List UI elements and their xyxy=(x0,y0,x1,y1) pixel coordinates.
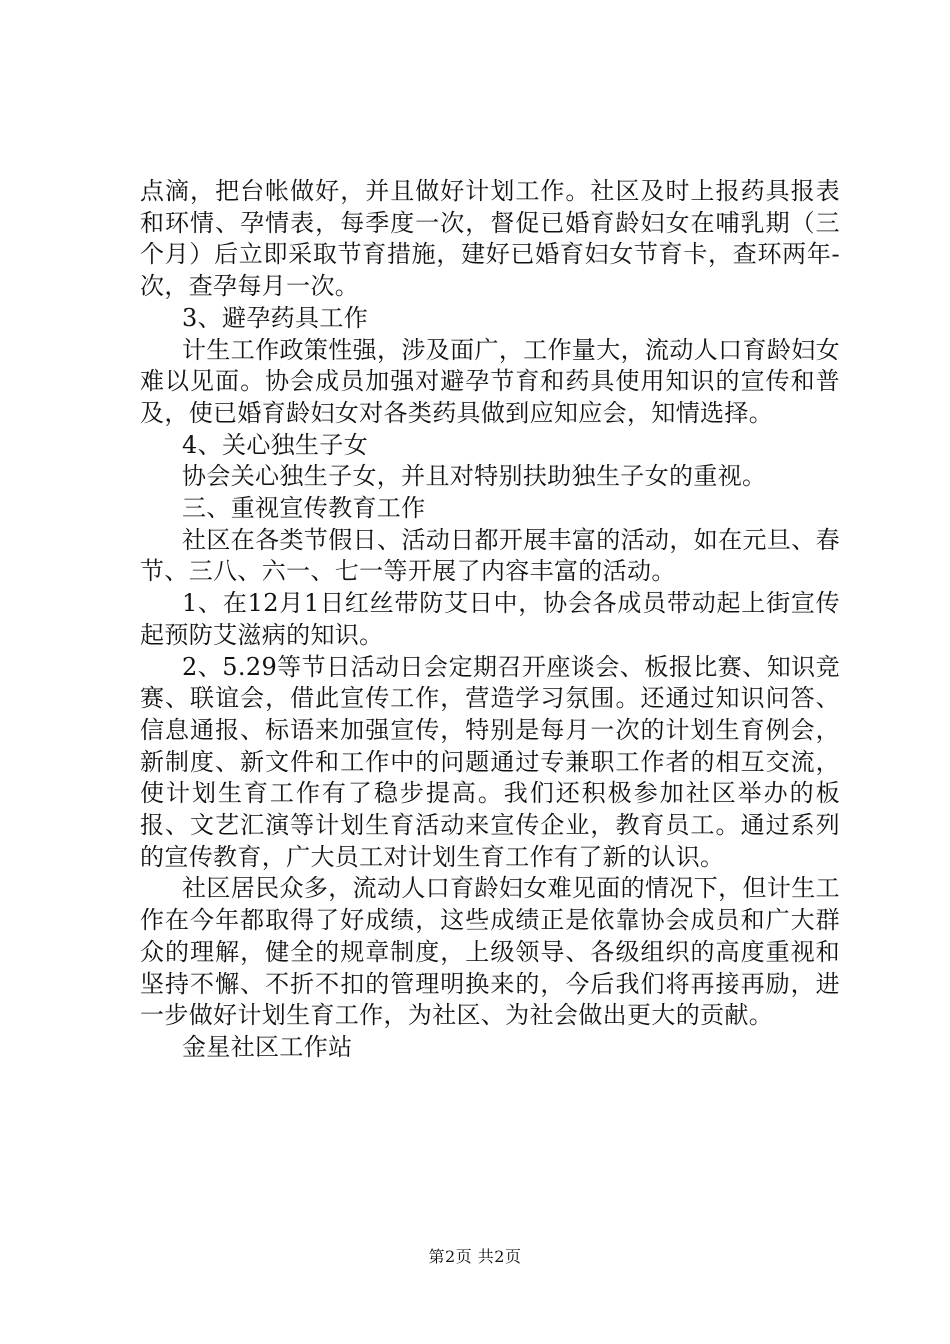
paragraph: 2、5.29等节日活动日会定期召开座谈会、板报比赛、知识竞赛、联谊会，借此宣传工作，营造学习氛围。还通过知识问答、信息通报、标语来加强宣传，特别是每月一次的计划生育例会，新制度、新文件和工作中的问题通过专兼职工作者的相互交流，使计划生育工作有了稳步提高。我们还积极参加社区举办的板报、文艺汇演等计划生育活动来宣传企业，教育员工。通过系列的宣传教育，广大员工对计划生育工作有了新的认识。 xyxy=(140,652,840,871)
section-heading: 4、关心独生子女 xyxy=(182,430,369,459)
paragraph: 1、在12月1日红丝带防艾日中，协会各成员带动起上街宣传起预防艾滋病的知识。 xyxy=(140,589,840,649)
document-body xyxy=(140,176,840,1064)
page-number-footer: 第2页 共2页 xyxy=(428,1247,522,1266)
paragraph: 社区居民众多，流动人口育龄妇女难见面的情况下，但计生工作在今年都取得了好成绩，这些成绩正是依靠协会成员和广大群众的理解，健全的规章制度，上级领导、各级组织的高度重视和坚持不懈、不折不扣的管理明换来的，今后我们将再接再励，进一步做好计划生育工作，为社区、为社会做出更大的贡献。 xyxy=(140,874,840,1030)
signature-line: 金星社区工作站 xyxy=(182,1032,353,1061)
paragraph: 社区在各类节假日、活动日都开展丰富的活动，如在元旦、春节、三八、六一、七一等开展了内容丰富的活动。 xyxy=(140,525,840,586)
paragraph: 点滴，把台帐做好，并且做好计划工作。社区及时上报药具报表和环情、孕情表，每季度一次，督促已婚育龄妇女在哺乳期（三个月）后立即采取节育措施，建好已婚育妇女节育卡，查环两年-次，查孕每月一次。 xyxy=(140,177,840,301)
section-heading: 三、重视宣传教育工作 xyxy=(182,494,426,523)
paragraph: 协会关心独生子女，并且对特别扶助独生子女的重视。 xyxy=(182,462,767,491)
paragraph: 计生工作政策性强，涉及面广，工作量大，流动人口育龄妇女难以见面。协会成员加强对避孕节育和药具使用知识的宣传和普及，使已婚育龄妇女对各类药具做到应知应会，知情选择。 xyxy=(140,335,840,427)
section-heading: 3、避孕药具工作 xyxy=(182,303,369,332)
